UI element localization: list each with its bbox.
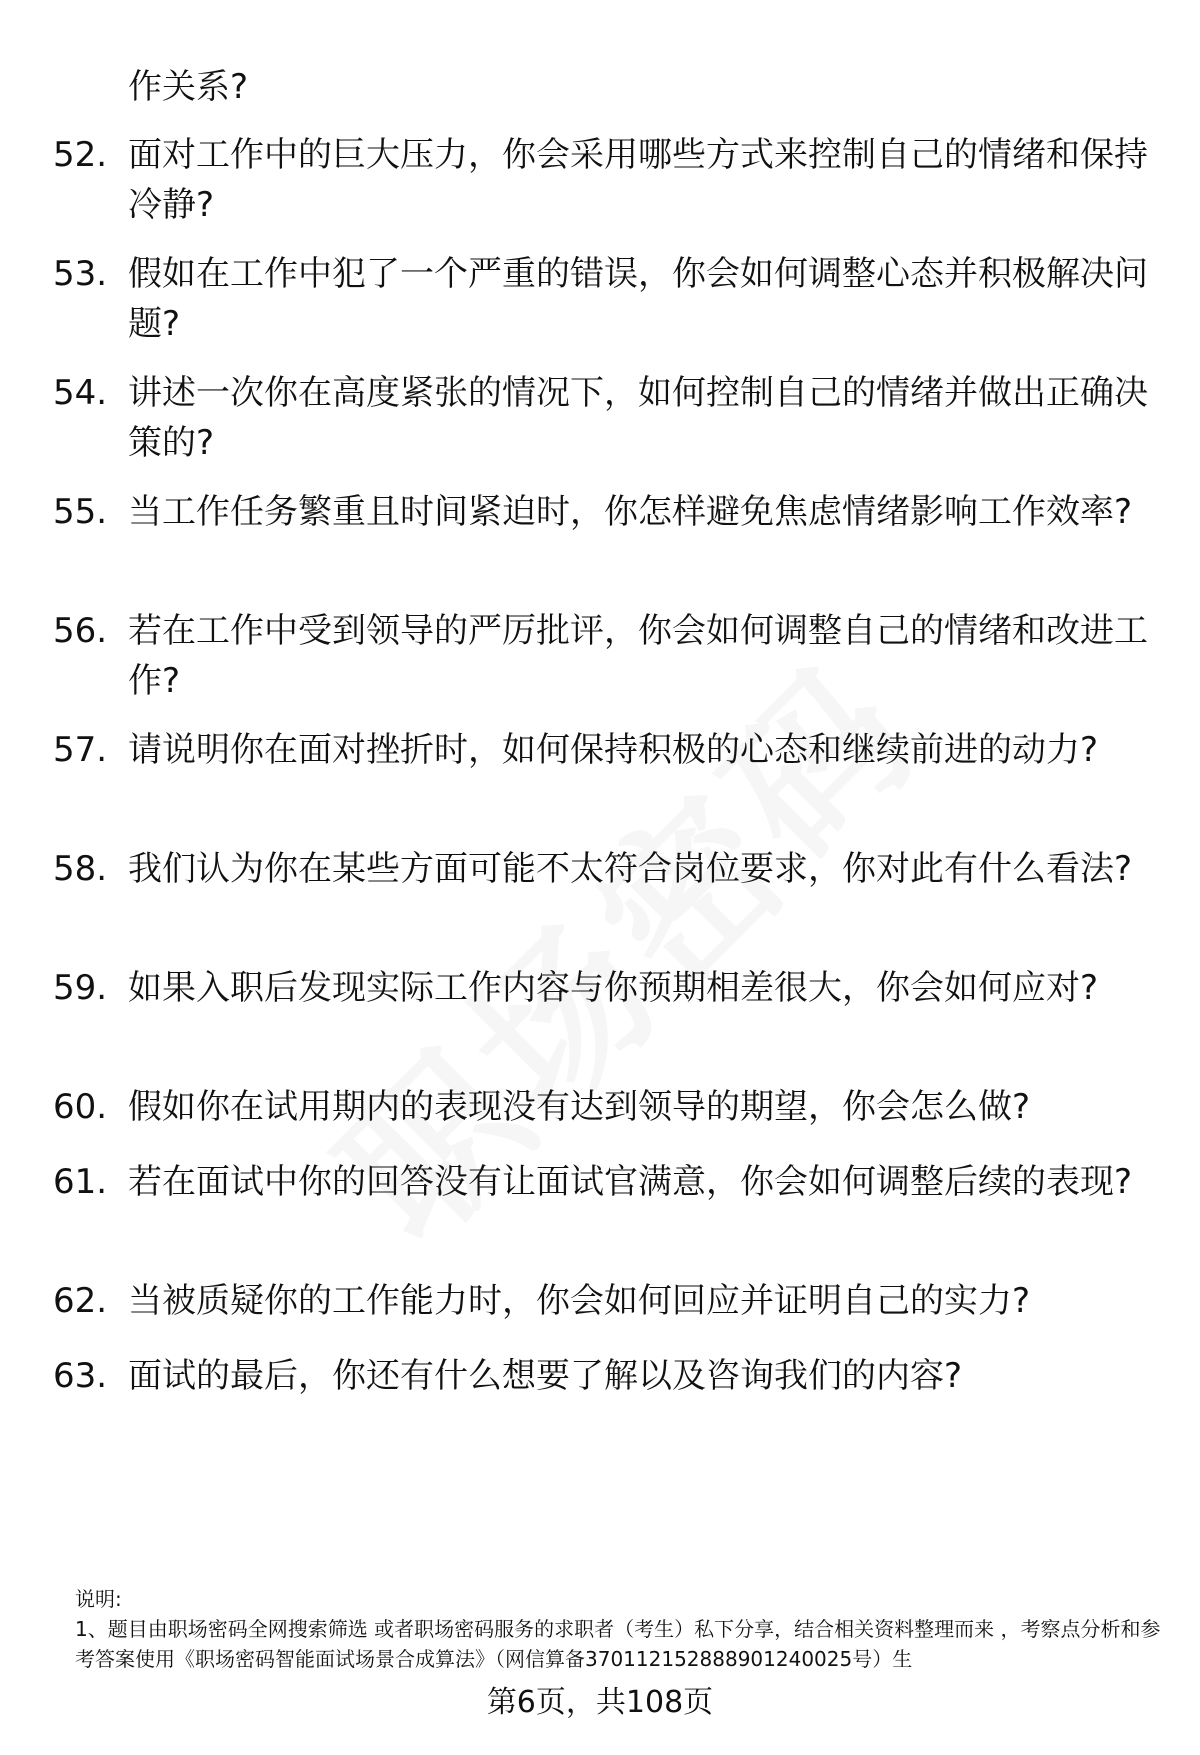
question-text: 面对工作中的巨大压力，你会采用哪些方式来控制自己的情绪和保持冷静? (128, 135, 1148, 225)
question-number: 56. (53, 611, 108, 651)
question-number: 53. (53, 254, 108, 294)
question-number: 55. (53, 492, 108, 532)
continuation-text: 作关系? (128, 67, 249, 107)
question-number: 60. (53, 1087, 108, 1127)
question-text: 当工作任务繁重且时间紧迫时，你怎样避免焦虑情绪影响工作效率? (128, 492, 1133, 532)
question-number: 61. (53, 1162, 108, 1202)
question-text: 假如在工作中犯了一个严重的错误，你会如何调整心态并积极解决问题? (128, 254, 1148, 344)
question-number: 57. (53, 730, 108, 770)
question-text: 请说明你在面对挫折时，如何保持积极的心态和继续前进的动力? (128, 730, 1099, 770)
question-number: 52. (53, 135, 108, 175)
notes-body: 1、题目由职场密码全网搜索筛选 或者职场密码服务的求职者（考生）私下分享，结合相关资料整理而来 ，考察点分析和参考答案使用《职场密码智能面试场景合成算法》（网信算备370112152888901240025号）生 (75, 1617, 1161, 1671)
question-text: 面试的最后，你还有什么想要了解以及咨询我们的内容? (128, 1356, 963, 1396)
page-number: 第6页，共108页 (486, 1685, 714, 1720)
question-text: 讲述一次你在高度紧张的情况下，如何控制自己的情绪并做出正确决策的? (128, 373, 1148, 463)
notes-heading: 说明: (75, 1587, 122, 1611)
question-number: 54. (53, 373, 108, 413)
question-text: 我们认为你在某些方面可能不太符合岗位要求，你对此有什么看法? (128, 849, 1133, 889)
question-text: 若在工作中受到领导的严厉批评，你会如何调整自己的情绪和改进工作? (128, 611, 1148, 701)
notes-section (75, 1584, 1165, 1674)
question-text: 若在面试中你的回答没有让面试官满意，你会如何调整后续的表现? (128, 1162, 1133, 1202)
question-number: 62. (53, 1281, 108, 1321)
question-text: 当被质疑你的工作能力时，你会如何回应并证明自己的实力? (128, 1281, 1031, 1321)
question-text: 假如你在试用期内的表现没有达到领导的期望，你会怎么做? (128, 1087, 1031, 1127)
question-text: 如果入职后发现实际工作内容与你预期相差很大，你会如何应对? (128, 968, 1099, 1008)
question-number: 58. (53, 849, 108, 889)
question-number: 63. (53, 1356, 108, 1396)
question-number: 59. (53, 968, 108, 1008)
